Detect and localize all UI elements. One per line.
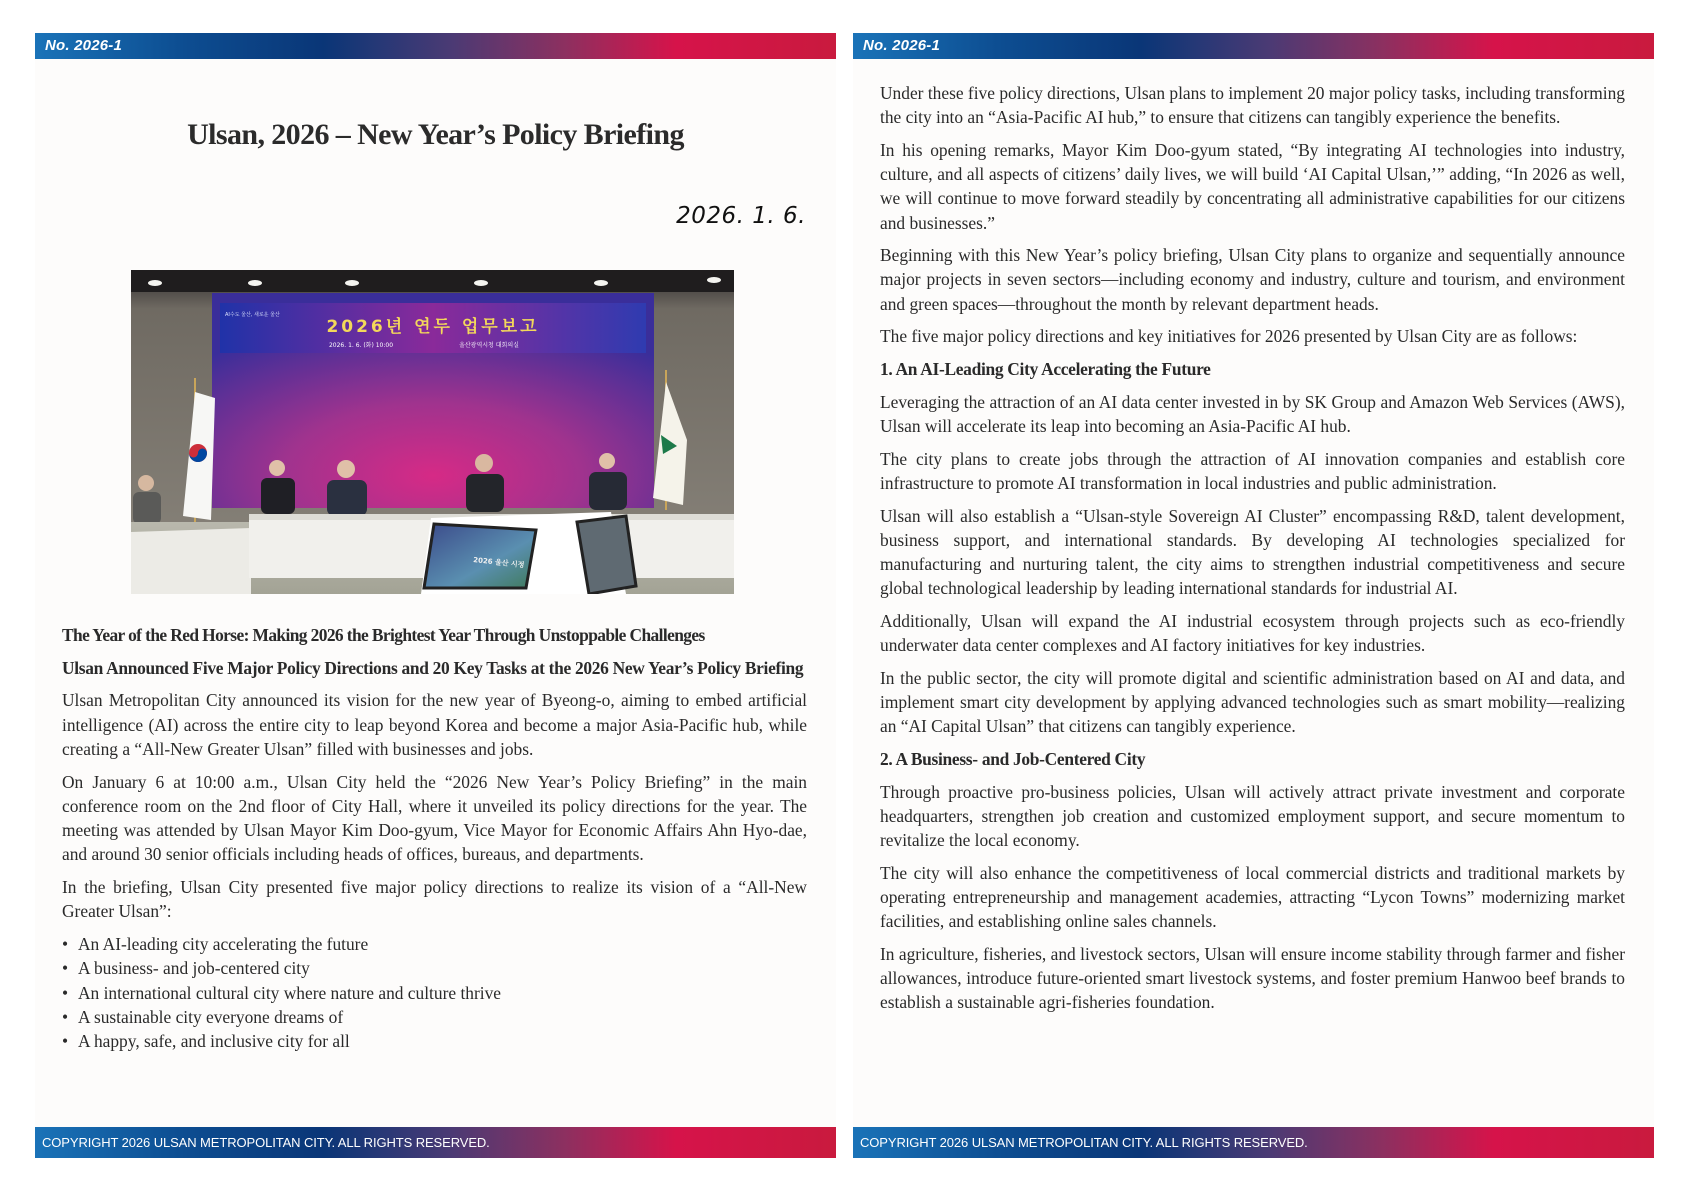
paragraph: Under these five policy directions, Ulsan plans to implement 20 major policy tasks, including transforming the city into an “Asia-Pacific AI hub,” to ensure that citizens can tangibly experience the benefits. xyxy=(880,83,1625,128)
paragraph: In agriculture, fisheries, and livestock sectors, Ulsan will ensure income stability through farmer and fisher allowances, introduce future-oriented smart livestock systems, and foster premium Hanwoo beef brands to establish a sustainable agri-fisheries foundation. xyxy=(880,943,1625,1013)
left-article xyxy=(62,623,807,1054)
list-item: • A business- and job-centered city xyxy=(62,956,807,980)
banner-slogan: AI수도 울산, 새로운 울산 xyxy=(225,312,280,318)
table-left xyxy=(131,528,251,594)
document-date: 2026. 1. 6. xyxy=(676,203,806,229)
banner-title: 2026년 연두 업무보고 xyxy=(326,317,540,337)
section-heading-ai-city: 1. An AI-Leading City Accelerating the Future xyxy=(880,359,1211,380)
issue-number: No. 2026-1 xyxy=(45,37,123,54)
paragraph: The five major policy directions and key initiatives for 2026 presented by Ulsan City are as follows: xyxy=(880,326,1578,347)
paragraph: In the briefing, Ulsan City presented five major policy directions to realize its vision of a “All-New Greater Ulsan”: xyxy=(62,876,807,922)
section-heading-business-city: 2. A Business- and Job-Centered City xyxy=(880,748,1146,769)
conference-room-illustration xyxy=(131,270,734,594)
banner-place: 울산광역시청 대회의실 xyxy=(459,342,519,349)
header-band xyxy=(35,33,836,59)
paragraph: Leveraging the attraction of an AI data center invested in by SK Group and Amazon Web Services (AWS), Ulsan will accelerate its leap into becoming an Asia-Pacific AI hub. xyxy=(880,391,1625,436)
right-article xyxy=(880,81,1625,1023)
paragraph: Beginning with this New Year’s policy briefing, Ulsan City plans to organize and sequentially announce major projects in seven sectors—including economy and industry, culture and tourism, and environment and green spaces—throughout the month by relevant department heads. xyxy=(880,245,1625,314)
list-item: • A happy, safe, and inclusive city for all xyxy=(62,1029,807,1053)
side-monitor xyxy=(577,516,636,594)
paragraph: Through proactive pro-business policies, Ulsan will actively attract private investment and corporate headquarters, strengthen job creation and customized employment support, and secure momentum to revitalize the local economy. xyxy=(880,781,1625,850)
copyright-notice: COPYRIGHT 2026 ULSAN METROPOLITAN CITY. ALL RIGHTS RESERVED. xyxy=(42,1135,490,1150)
ceiling xyxy=(131,270,734,292)
banner-date: 2026. 1. 6. (화) 10:00 xyxy=(328,342,394,349)
document-title: Ulsan, 2026 – New Year’s Policy Briefing xyxy=(187,118,684,151)
footer-band xyxy=(853,1127,1654,1158)
paragraph: Ulsan will also establish a “Ulsan-style Sovereign AI Cluster” encompassing R&D, talent development, business support, and international standards. By developing AI technologies specialized for manufacturing and nurturing talent, the city aims to strengthen industrial competitiveness and secure global technological leadership by leading international standards for industrial AI. xyxy=(880,505,1625,599)
page-right xyxy=(853,33,1654,1158)
copyright-notice: COPYRIGHT 2026 ULSAN METROPOLITAN CITY. ALL RIGHTS RESERVED. xyxy=(860,1135,1308,1150)
monitor-text: 2026 울산 시정 xyxy=(472,556,525,570)
page-left xyxy=(35,33,836,1158)
paragraph: On January 6 at 10:00 a.m., Ulsan City held the “2026 New Year’s Policy Briefing” in the main conference room on the 2nd floor of City Hall, where it unveiled its policy directions for the year. The meeting was attended by Ulsan Mayor Kim Doo-gyum, Vice Mayor for Economic Affairs Ahn Hyo-dae, and around 30 senior officials including heads of offices, bureaus, and departments. xyxy=(62,771,807,865)
list-item: • An AI-leading city accelerating the future xyxy=(62,932,807,956)
subheadline: Ulsan Announced Five Major Policy Directions and 20 Key Tasks at the 2026 New Year’s Policy Briefing xyxy=(62,657,804,678)
header-band xyxy=(853,33,1654,59)
list-item: • A sustainable city everyone dreams of xyxy=(62,1005,807,1029)
policy-directions-list xyxy=(62,932,807,1054)
briefing-photo xyxy=(131,270,734,594)
issue-number: No. 2026-1 xyxy=(863,37,941,54)
footer-band xyxy=(35,1127,836,1158)
paragraph: Additionally, Ulsan will expand the AI industrial ecosystem through projects such as eco-friendly underwater data center complexes and AI factory initiatives for key industries. xyxy=(880,610,1625,656)
paragraph: The city will also enhance the competitiveness of local commercial districts and traditional markets by operating entrepreneurship and management academies, attracting “Lycon Towns” modernizing market facilities, and establishing online sales channels. xyxy=(880,862,1625,932)
paragraph: The city plans to create jobs through the attraction of AI innovation companies and establish core infrastructure to promote AI transformation in local industries and public administration. xyxy=(880,448,1625,493)
paragraph: Ulsan Metropolitan City announced its vision for the new year of Byeong-o, aiming to embed artificial intelligence (AI) across the entire city to leap beyond Korea and become a major Asia-Pacific hub, while creating a “All-New Greater Ulsan” filled with businesses and jobs. xyxy=(62,690,807,759)
list-item: • An international cultural city where nature and culture thrive xyxy=(62,981,807,1005)
paragraph: In his opening remarks, Mayor Kim Doo-gyum stated, “By integrating AI technologies into industry, culture, and all aspects of citizens’ daily lives, we will build ‘AI Capital Ulsan,’” adding, “In 2026 as well, we will continue to move forward steadily by concentrating all administrative capabilities for our citizens and businesses.” xyxy=(880,139,1625,233)
paragraph: In the public sector, the city will promote digital and scientific administration based on AI and data, and implement smart city development by applying advanced technologies such as smart mobility—realizing an “AI Capital Ulsan” that citizens can tangibly experience. xyxy=(880,667,1625,737)
headline: The Year of the Red Horse: Making 2026 the Brightest Year Through Unstoppable Challenges xyxy=(62,625,705,645)
